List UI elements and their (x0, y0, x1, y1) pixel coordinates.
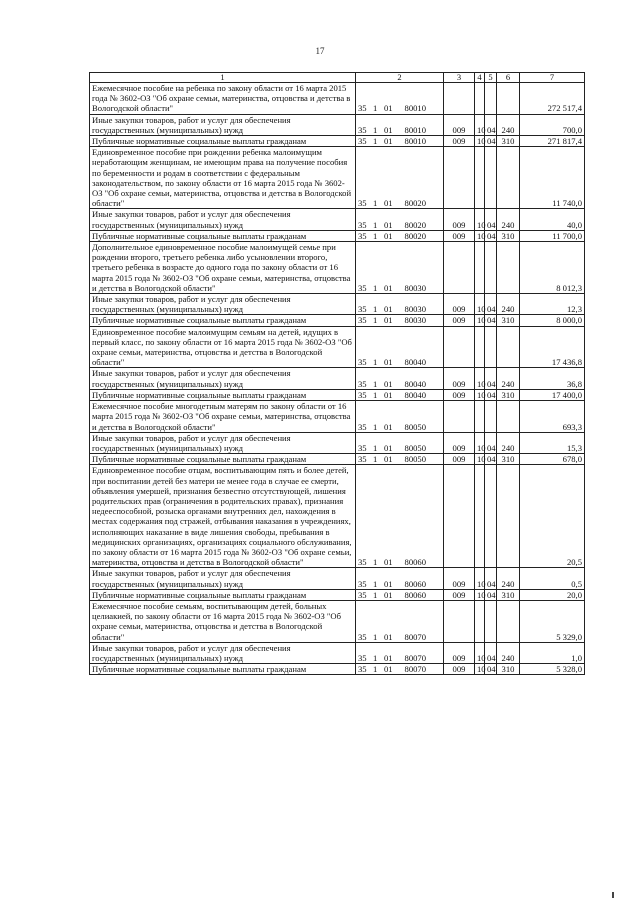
code-segment: 01 (384, 219, 393, 230)
code-segment: 01 (384, 124, 393, 135)
section-code-cell: 10 (475, 114, 485, 135)
code-segment: 80040 (404, 389, 426, 400)
ministry-code-cell: 009 (444, 315, 475, 326)
amount-cell: 700,0 (520, 114, 585, 135)
column-header-3: 3 (444, 73, 475, 83)
section-code-cell (475, 465, 485, 568)
expense-type-cell: 240 (497, 432, 520, 453)
code-segment: 01 (384, 652, 393, 663)
amount-cell: 11 700,0 (520, 230, 585, 241)
row-name-cell: Иные закупки товаров, работ и услуг для обеспечения государственных (муниципальных) нужд (90, 432, 356, 453)
expense-type-cell (497, 147, 520, 209)
code-segment: 1 (373, 219, 378, 230)
expense-type-cell: 240 (497, 209, 520, 230)
row-name-cell: Ежемесячное пособие многодетным матерям по закону области от 16 марта 2015 года № 3602-ОЗ "Об охране семьи, материнства, отцовства и детства в Вологодской области" (90, 401, 356, 433)
table-row (90, 368, 585, 389)
code-segment: 80020 (404, 230, 426, 241)
code-segment: 1 (373, 124, 378, 135)
row-name-cell: Публичные нормативные социальные выплаты гражданам (90, 315, 356, 326)
column-header-7: 7 (520, 73, 585, 83)
subsection-code-cell (485, 600, 497, 642)
table-row (90, 242, 585, 294)
code-segment: 1 (373, 357, 378, 368)
amount-cell: 40,0 (520, 209, 585, 230)
code-segment: 01 (384, 454, 393, 465)
table-row (90, 589, 585, 600)
code-segment: 35 (358, 454, 367, 465)
subsection-code-cell (485, 147, 497, 209)
ministry-code-cell: 009 (444, 432, 475, 453)
code-segment: 1 (373, 230, 378, 241)
section-code-cell: 10 (475, 294, 485, 315)
code-segment: 35 (358, 557, 367, 568)
code-segment: 80050 (404, 454, 426, 465)
section-code-cell: 10 (475, 209, 485, 230)
section-code-cell: 10 (475, 389, 485, 400)
table-row (90, 209, 585, 230)
code-segment: 01 (384, 421, 393, 432)
table-row (90, 389, 585, 400)
table-row (90, 642, 585, 663)
code-segment: 35 (358, 578, 367, 589)
ministry-code-cell: 009 (444, 642, 475, 663)
target-article-code-cell (356, 209, 444, 230)
code-segment: 01 (384, 304, 393, 315)
code-segment: 35 (358, 136, 367, 147)
code-segment: 01 (384, 631, 393, 642)
code-segment: 01 (384, 103, 393, 114)
target-article-code-cell (356, 432, 444, 453)
code-segment: 80030 (404, 315, 426, 326)
amount-cell: 12,3 (520, 294, 585, 315)
table-row (90, 600, 585, 642)
code-segment: 01 (384, 136, 393, 147)
code-segment: 1 (373, 454, 378, 465)
section-code-cell (475, 600, 485, 642)
expense-type-cell: 240 (497, 568, 520, 589)
ministry-code-cell (444, 465, 475, 568)
target-article-code-cell (356, 401, 444, 433)
target-article-code-cell (356, 294, 444, 315)
subsection-code-cell (485, 326, 497, 368)
subsection-code-cell: 04 (485, 114, 497, 135)
subsection-code-cell: 04 (485, 664, 497, 675)
subsection-code-cell: 04 (485, 389, 497, 400)
amount-cell: 272 517,4 (520, 83, 585, 115)
code-segment: 35 (358, 357, 367, 368)
corner-mark (612, 892, 614, 898)
section-code-cell: 10 (475, 315, 485, 326)
code-segment: 80070 (404, 652, 426, 663)
subsection-code-cell: 04 (485, 642, 497, 663)
target-article-code-cell (356, 326, 444, 368)
code-segment: 35 (358, 631, 367, 642)
expense-type-cell: 310 (497, 315, 520, 326)
table-row (90, 83, 585, 115)
table-header-row (90, 73, 585, 83)
code-segment: 01 (384, 589, 393, 600)
expense-type-cell: 240 (497, 294, 520, 315)
code-segment: 80020 (404, 198, 426, 209)
code-segment: 01 (384, 664, 393, 675)
row-name-cell: Единовременное пособие малоимущим семьям на детей, идущих в первый класс, по закону области от 16 марта 2015 года № 3602-ОЗ "Об охране семьи, материнства, отцовства и детства в Вологодской области" (90, 326, 356, 368)
code-segment: 1 (373, 304, 378, 315)
page-number: 17 (315, 46, 325, 56)
row-name-cell: Единовременное пособие при рождении ребенка малоимущим неработающим женщинам, не имеющим права на получение пособия по беременности и родам в соответствии с федеральным законодательством, по закону области от 16 марта 2015 года № 3602-ОЗ "Об охране семьи, материнства, отцовства и детства в Вологодской области" (90, 147, 356, 209)
expense-type-cell: 310 (497, 230, 520, 241)
table-row (90, 432, 585, 453)
amount-cell: 5 329,0 (520, 600, 585, 642)
code-segment: 35 (358, 421, 367, 432)
table-row (90, 136, 585, 147)
section-code-cell: 10 (475, 589, 485, 600)
ministry-code-cell: 009 (444, 389, 475, 400)
section-code-cell: 10 (475, 664, 485, 675)
row-name-cell: Иные закупки товаров, работ и услуг для обеспечения государственных (муниципальных) нужд (90, 368, 356, 389)
code-segment: 1 (373, 652, 378, 663)
ministry-code-cell: 009 (444, 568, 475, 589)
amount-cell: 8 012,3 (520, 242, 585, 294)
target-article-code-cell (356, 230, 444, 241)
row-name-cell: Публичные нормативные социальные выплаты гражданам (90, 389, 356, 400)
section-code-cell: 10 (475, 432, 485, 453)
section-code-cell (475, 83, 485, 115)
subsection-code-cell: 04 (485, 568, 497, 589)
ministry-code-cell: 009 (444, 230, 475, 241)
row-name-cell: Ежемесячное пособие на ребенка по закону области от 16 марта 2015 года № 3602-ОЗ "Об охране семьи, материнства, отцовства и детства в Вологодской области" (90, 83, 356, 115)
ministry-code-cell: 009 (444, 454, 475, 465)
row-name-cell: Иные закупки товаров, работ и услуг для обеспечения государственных (муниципальных) нужд (90, 642, 356, 663)
amount-cell: 17 400,0 (520, 389, 585, 400)
expense-type-cell: 240 (497, 642, 520, 663)
ministry-code-cell: 009 (444, 368, 475, 389)
target-article-code-cell (356, 454, 444, 465)
target-article-code-cell (356, 568, 444, 589)
code-segment: 35 (358, 442, 367, 453)
code-segment: 01 (384, 557, 393, 568)
section-code-cell (475, 242, 485, 294)
code-segment: 35 (358, 198, 367, 209)
amount-cell: 0,5 (520, 568, 585, 589)
table-row (90, 401, 585, 433)
expense-type-cell: 310 (497, 589, 520, 600)
expense-type-cell: 310 (497, 454, 520, 465)
row-name-cell: Единовременное пособие отцам, воспитывающим пять и более детей, при воспитании детей без матери не менее года в случае ее смерти, объявления умершей, признания безвестно отсутствующей, лишения родительских прав (ограничения в родительских правах), признания недееспособной, розыска органами внутренних дел, нахождения в местах содержания под стражей, отбывания наказания в учреждениях, исполняющих наказание в виде лишения свободы, пребывания в медицинских организациях, организациях социального обслуживания, по закону области от 16 марта 2015 года № 3602-ОЗ "Об охране семьи, материнства, отцовства и детства в Вологодской области" (90, 465, 356, 568)
budget-table (89, 72, 585, 675)
target-article-code-cell (356, 83, 444, 115)
expense-type-cell (497, 401, 520, 433)
expense-type-cell (497, 242, 520, 294)
code-segment: 01 (384, 230, 393, 241)
ministry-code-cell (444, 600, 475, 642)
column-header-2: 2 (356, 73, 444, 83)
code-segment: 35 (358, 589, 367, 600)
target-article-code-cell (356, 315, 444, 326)
code-segment: 80070 (404, 664, 426, 675)
code-segment: 1 (373, 282, 378, 293)
expense-type-cell: 310 (497, 389, 520, 400)
subsection-code-cell: 04 (485, 432, 497, 453)
target-article-code-cell (356, 242, 444, 294)
section-code-cell: 10 (475, 136, 485, 147)
column-header-1: 1 (90, 73, 356, 83)
code-segment: 1 (373, 421, 378, 432)
code-segment: 80030 (404, 282, 426, 293)
code-segment: 80030 (404, 304, 426, 315)
code-segment: 80020 (404, 219, 426, 230)
code-segment: 35 (358, 304, 367, 315)
row-name-cell: Публичные нормативные социальные выплаты гражданам (90, 664, 356, 675)
subsection-code-cell (485, 465, 497, 568)
row-name-cell: Иные закупки товаров, работ и услуг для обеспечения государственных (муниципальных) нужд (90, 114, 356, 135)
target-article-code-cell (356, 664, 444, 675)
target-article-code-cell (356, 368, 444, 389)
subsection-code-cell: 04 (485, 230, 497, 241)
subsection-code-cell: 04 (485, 136, 497, 147)
row-name-cell: Иные закупки товаров, работ и услуг для обеспечения государственных (муниципальных) нужд (90, 294, 356, 315)
table-row (90, 465, 585, 568)
code-segment: 35 (358, 664, 367, 675)
subsection-code-cell (485, 242, 497, 294)
column-header-5: 5 (485, 73, 497, 83)
amount-cell: 8 000,0 (520, 315, 585, 326)
code-segment: 1 (373, 315, 378, 326)
target-article-code-cell (356, 389, 444, 400)
target-article-code-cell (356, 114, 444, 135)
ministry-code-cell (444, 242, 475, 294)
target-article-code-cell (356, 642, 444, 663)
ministry-code-cell: 009 (444, 209, 475, 230)
amount-cell: 15,3 (520, 432, 585, 453)
amount-cell: 11 740,0 (520, 147, 585, 209)
section-code-cell (475, 147, 485, 209)
code-segment: 01 (384, 578, 393, 589)
code-segment: 01 (384, 389, 393, 400)
code-segment: 35 (358, 103, 367, 114)
table-row (90, 568, 585, 589)
ministry-code-cell: 009 (444, 664, 475, 675)
code-segment: 01 (384, 282, 393, 293)
section-code-cell: 10 (475, 568, 485, 589)
ministry-code-cell: 009 (444, 589, 475, 600)
subsection-code-cell: 04 (485, 294, 497, 315)
ministry-code-cell: 009 (444, 114, 475, 135)
row-name-cell: Публичные нормативные социальные выплаты гражданам (90, 136, 356, 147)
table-row (90, 147, 585, 209)
expense-type-cell: 240 (497, 368, 520, 389)
ministry-code-cell (444, 147, 475, 209)
code-segment: 35 (358, 378, 367, 389)
code-segment: 35 (358, 389, 367, 400)
code-segment: 35 (358, 652, 367, 663)
column-header-4: 4 (475, 73, 485, 83)
row-name-cell: Ежемесячное пособие семьям, воспитывающим детей, больных целиакией, по закону области от 16 марта 2015 года № 3602-ОЗ "Об охране семьи, материнства, отцовства и детства в Вологодской области" (90, 600, 356, 642)
code-segment: 80040 (404, 357, 426, 368)
code-segment: 80050 (404, 442, 426, 453)
table-row (90, 294, 585, 315)
code-segment: 80060 (404, 589, 426, 600)
code-segment: 1 (373, 103, 378, 114)
row-name-cell: Публичные нормативные социальные выплаты гражданам (90, 230, 356, 241)
amount-cell: 5 328,0 (520, 664, 585, 675)
code-segment: 01 (384, 378, 393, 389)
code-segment: 1 (373, 631, 378, 642)
subsection-code-cell (485, 83, 497, 115)
target-article-code-cell (356, 465, 444, 568)
code-segment: 1 (373, 442, 378, 453)
expense-type-cell (497, 465, 520, 568)
table-row (90, 230, 585, 241)
amount-cell: 20,0 (520, 589, 585, 600)
expense-type-cell: 310 (497, 136, 520, 147)
code-segment: 35 (358, 219, 367, 230)
table-row (90, 664, 585, 675)
row-name-cell: Публичные нормативные социальные выплаты гражданам (90, 589, 356, 600)
amount-cell: 17 436,8 (520, 326, 585, 368)
ministry-code-cell: 009 (444, 294, 475, 315)
section-code-cell: 10 (475, 368, 485, 389)
table-body (90, 83, 585, 675)
code-segment: 80010 (404, 136, 426, 147)
code-segment: 01 (384, 357, 393, 368)
ministry-code-cell (444, 326, 475, 368)
code-segment: 1 (373, 389, 378, 400)
table-row (90, 326, 585, 368)
subsection-code-cell: 04 (485, 589, 497, 600)
amount-cell: 678,0 (520, 454, 585, 465)
code-segment: 1 (373, 589, 378, 600)
subsection-code-cell: 04 (485, 454, 497, 465)
code-segment: 35 (358, 230, 367, 241)
section-code-cell (475, 326, 485, 368)
target-article-code-cell (356, 589, 444, 600)
code-segment: 1 (373, 198, 378, 209)
section-code-cell (475, 401, 485, 433)
code-segment: 35 (358, 315, 367, 326)
expense-type-cell (497, 600, 520, 642)
subsection-code-cell: 04 (485, 315, 497, 326)
table-row (90, 114, 585, 135)
amount-cell: 1,0 (520, 642, 585, 663)
row-name-cell: Иные закупки товаров, работ и услуг для обеспечения государственных (муниципальных) нужд (90, 209, 356, 230)
row-name-cell: Дополнительное единовременное пособие малоимущей семье при рождении второго, третьего ребенка либо усыновлении второго, третьего ребенка в возрасте до одного года по закону области от 16 марта 2015 года № 3602-ОЗ "Об охране семьи, материнства, отцовства и детства в Вологодской области" (90, 242, 356, 294)
table-row (90, 315, 585, 326)
amount-cell: 20,5 (520, 465, 585, 568)
target-article-code-cell (356, 147, 444, 209)
code-segment: 80070 (404, 631, 426, 642)
section-code-cell: 10 (475, 230, 485, 241)
ministry-code-cell: 009 (444, 136, 475, 147)
code-segment: 1 (373, 378, 378, 389)
code-segment: 1 (373, 557, 378, 568)
code-segment: 80010 (404, 103, 426, 114)
code-segment: 1 (373, 664, 378, 675)
code-segment: 35 (358, 282, 367, 293)
target-article-code-cell (356, 136, 444, 147)
amount-cell: 271 817,4 (520, 136, 585, 147)
subsection-code-cell: 04 (485, 368, 497, 389)
code-segment: 80040 (404, 378, 426, 389)
subsection-code-cell: 04 (485, 209, 497, 230)
section-code-cell: 10 (475, 454, 485, 465)
code-segment: 1 (373, 136, 378, 147)
ministry-code-cell (444, 401, 475, 433)
expense-type-cell (497, 326, 520, 368)
code-segment: 80010 (404, 124, 426, 135)
code-segment: 80050 (404, 421, 426, 432)
expense-type-cell: 240 (497, 114, 520, 135)
code-segment: 01 (384, 442, 393, 453)
code-segment: 80060 (404, 557, 426, 568)
row-name-cell: Публичные нормативные социальные выплаты гражданам (90, 454, 356, 465)
subsection-code-cell (485, 401, 497, 433)
table-row (90, 454, 585, 465)
code-segment: 1 (373, 578, 378, 589)
code-segment: 35 (358, 124, 367, 135)
ministry-code-cell (444, 83, 475, 115)
code-segment: 01 (384, 198, 393, 209)
code-segment: 80060 (404, 578, 426, 589)
row-name-cell: Иные закупки товаров, работ и услуг для обеспечения государственных (муниципальных) нужд (90, 568, 356, 589)
expense-type-cell: 310 (497, 664, 520, 675)
expense-type-cell (497, 83, 520, 115)
section-code-cell: 10 (475, 642, 485, 663)
column-header-6: 6 (497, 73, 520, 83)
code-segment: 01 (384, 315, 393, 326)
amount-cell: 36,8 (520, 368, 585, 389)
target-article-code-cell (356, 600, 444, 642)
amount-cell: 693,3 (520, 401, 585, 433)
